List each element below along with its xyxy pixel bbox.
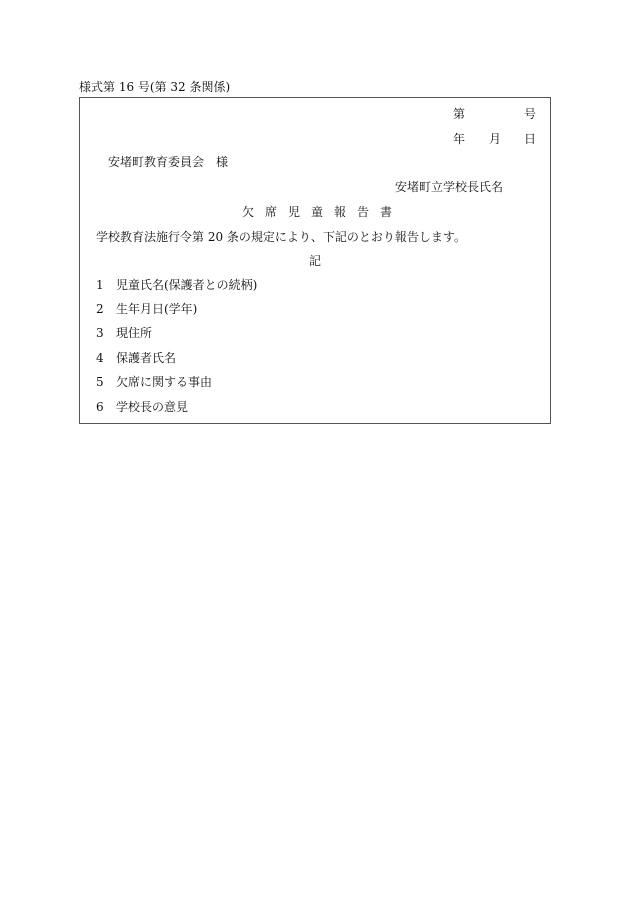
report-form xyxy=(79,97,551,424)
item-number: 2 xyxy=(96,302,104,316)
item-number: 5 xyxy=(96,375,104,389)
item-label: 欠席に関する事由 xyxy=(116,375,213,389)
item-label: 現住所 xyxy=(116,326,153,340)
item-number: 3 xyxy=(96,326,104,340)
report-heading: 欠席児童報告書 xyxy=(242,205,404,219)
item-label: 保護者氏名 xyxy=(116,351,177,365)
item-label: 児童氏名(保護者との続柄) xyxy=(116,278,258,292)
date-day: 日 xyxy=(524,132,537,146)
date-month: 月 xyxy=(489,132,502,146)
item-label: 生年月日(学年) xyxy=(116,302,198,316)
sender-name: 安堵町立学校長氏名 xyxy=(395,180,504,194)
number-go: 号 xyxy=(524,107,537,121)
report-body: 学校教育法施行令第 20 条の規定により、下記のとおり報告します。 xyxy=(96,230,466,244)
ki-label: 記 xyxy=(309,254,322,268)
addressee: 安堵町教育委員会 様 xyxy=(108,155,229,169)
number-dai: 第 xyxy=(453,107,466,121)
item-label: 学校長の意見 xyxy=(116,400,189,414)
item-number: 6 xyxy=(96,400,104,414)
item-number: 4 xyxy=(96,351,104,365)
date-year: 年 xyxy=(453,132,466,146)
item-number: 1 xyxy=(96,278,104,292)
form-title: 様式第 16 号(第 32 条関係) xyxy=(79,80,231,94)
